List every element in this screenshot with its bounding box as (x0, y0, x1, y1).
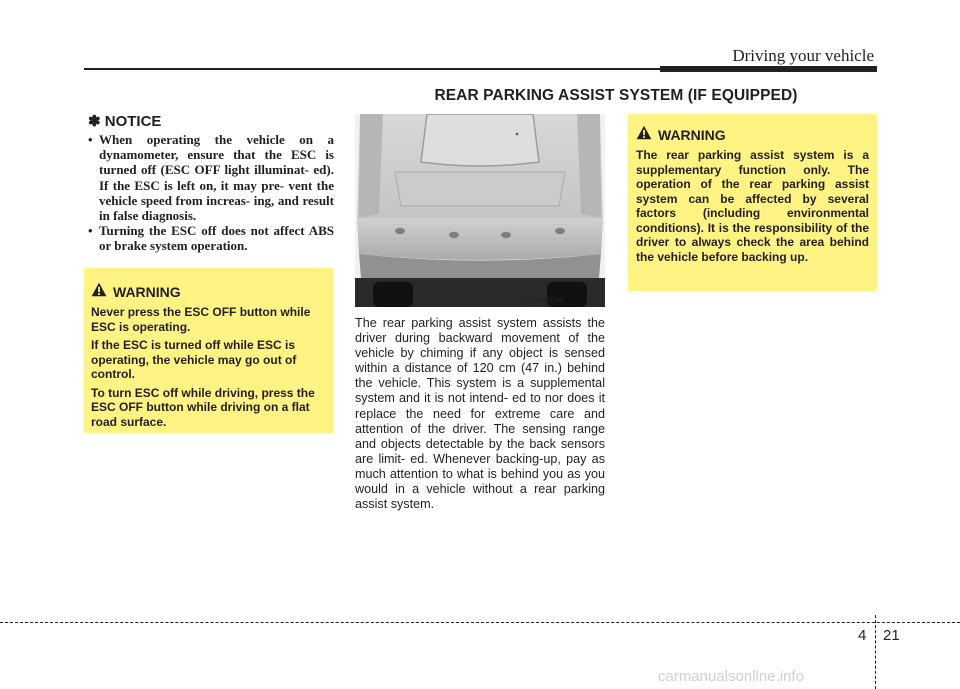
warning-box-parking (628, 114, 877, 291)
footer-dashed-rule (0, 622, 960, 623)
warning-triangle-icon (91, 282, 107, 302)
notice-item: • Turning the ESC off does not affect ABS or brake system operation. (88, 223, 334, 253)
warning-box-esc (84, 268, 333, 433)
figure-caption: OVQ049098 (520, 296, 565, 305)
section-title: Driving your vehicle (732, 46, 874, 65)
rear-bumper-photo (355, 114, 605, 307)
notice-title: ✽ NOTICE (88, 113, 162, 130)
warning-title: WARNING (658, 127, 726, 143)
page-number: 21 (883, 627, 900, 644)
warning-paragraph: The rear parking assist system is a supplementary function only. The operation of the rear parking assist system can be affected by several factors (including environmental conditions). It is the responsibility of the driver to always check the area behind the vehicle before backing up. (636, 148, 869, 264)
chapter-number: 4 (858, 627, 867, 644)
warning-paragraph: If the ESC is turned off while ESC is operating, the vehicle may go out of control. (91, 338, 297, 381)
footer-divider (875, 615, 876, 689)
warning-header (91, 282, 326, 302)
notice-list (88, 132, 334, 254)
header-rule-accent (660, 66, 877, 72)
warning-header (636, 125, 869, 145)
warning-title: WARNING (113, 284, 181, 300)
warning-paragraph: To turn ESC off while driving, press the ESC OFF button while driving on a flat road surface. (91, 385, 315, 429)
main-heading: REAR PARKING ASSIST SYSTEM (IF EQUIPPED) (434, 87, 798, 104)
notice-item: • When operating the vehicle on a dynamometer, ensure that the ESC is turned off (ESC OFF light illuminat- ed). If the ESC is left on, it may pre- vent the vehicle speed from increas- ing, and result in false diagnosis. (88, 132, 334, 223)
body-paragraph: The rear parking assist system assists the driver during backward movement of the vehicle by chiming if any object is sensed within a distance of 120 cm (47 in.) behind the vehicle. This system is a supplemental system and it is not intend- ed to nor does it replace the need for extreme care and attention of the driver. The sensing range and objects detectable by the back sensors are limit- ed. Whenever backing-up, pay as much attention to what is behind you as you would in a vehicle without a rear parking assist system. (355, 316, 605, 512)
watermark: carmanualsonline.info (658, 668, 804, 685)
notice-section (88, 112, 334, 254)
warning-triangle-icon (636, 125, 652, 145)
warning-paragraph: Never press the ESC OFF button while ESC is operating. (91, 305, 311, 334)
